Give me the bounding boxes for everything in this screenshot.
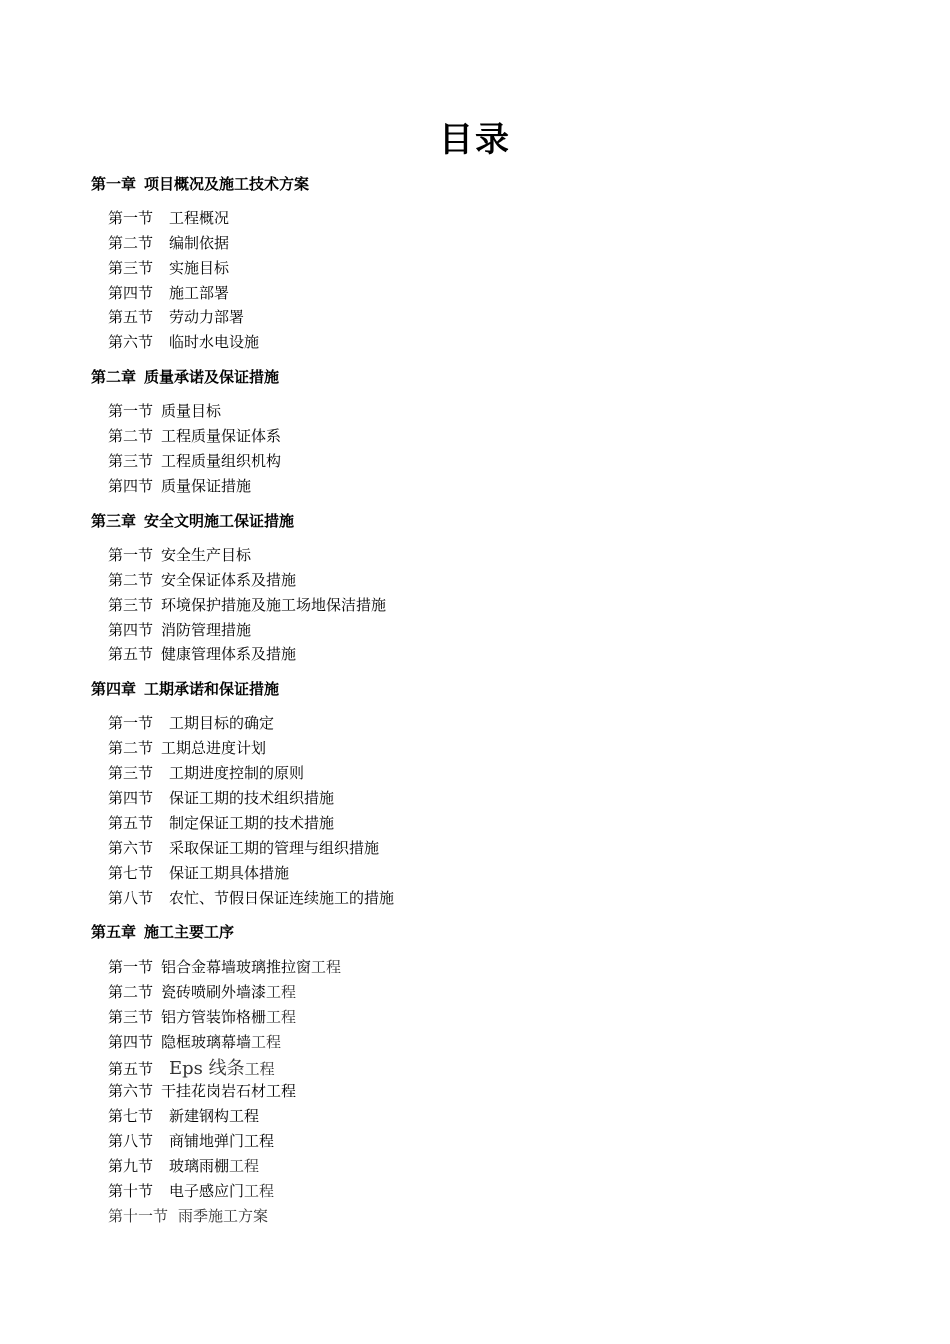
toc-entry[interactable]	[108, 1031, 281, 1052]
section-title: 劳动力部署	[169, 308, 245, 326]
chapter-title: 施工主要工序	[144, 923, 235, 941]
section-number: 第一节	[108, 402, 154, 420]
section-number: 第四节	[108, 1033, 154, 1051]
section-number: 第三节	[108, 1008, 154, 1026]
section-title: 健康管理体系及措施	[161, 645, 297, 663]
toc-entry[interactable]	[108, 712, 274, 733]
section-title: 瓷砖喷刷外墙漆	[161, 983, 267, 1001]
section-number: 第五节	[108, 1060, 154, 1078]
section-number: 第六节	[108, 1082, 154, 1100]
toc-entry[interactable]	[108, 762, 304, 783]
section-title: 安全保证体系及措施	[161, 571, 297, 589]
section-title-suffix: 工程	[229, 1157, 260, 1175]
chapter-title: 安全文明施工保证措施	[144, 512, 295, 530]
section-title-suffix: 工程	[244, 1060, 275, 1078]
chapter-title: 工期承诺和保证措施	[144, 680, 280, 698]
section-title: 工期进度控制的原则	[169, 764, 305, 782]
section-title: 编制依据	[169, 234, 230, 252]
section-number: 第七节	[108, 864, 154, 882]
section-title: 玻璃雨棚	[169, 1157, 230, 1175]
section-number: 第二节	[108, 234, 154, 252]
chapter-number: 第五章	[91, 923, 137, 941]
toc-entry[interactable]	[108, 257, 229, 278]
toc-entry[interactable]	[108, 569, 296, 590]
section-number: 第八节	[108, 889, 154, 907]
section-title: 新建钢构工程	[169, 1107, 260, 1125]
section-title: 保证工期的技术组织措施	[169, 789, 335, 807]
section-title: 实施目标	[169, 259, 230, 277]
section-title: Eps 线条	[169, 1058, 245, 1079]
chapter-2-heading[interactable]	[91, 366, 279, 387]
section-number: 第八节	[108, 1132, 154, 1150]
chapter-4-heading[interactable]	[91, 678, 279, 699]
section-number: 第四节	[108, 284, 154, 302]
toc-entry[interactable]	[108, 1054, 275, 1080]
section-title-suffix: 工程	[266, 983, 297, 1001]
section-title: 制定保证工期的技术措施	[169, 814, 335, 832]
toc-entry[interactable]	[108, 619, 251, 640]
section-title: 质量保证措施	[161, 477, 252, 495]
chapter-title: 质量承诺及保证措施	[144, 368, 280, 386]
chapter-number: 第四章	[91, 680, 137, 698]
section-number: 第五节	[108, 645, 154, 663]
toc-entry[interactable]	[108, 400, 221, 421]
section-title: 铝方管装饰格栅	[161, 1008, 267, 1026]
section-number: 第五节	[108, 308, 154, 326]
section-title: 施工部署	[169, 284, 230, 302]
toc-entry[interactable]	[108, 450, 281, 471]
toc-entry[interactable]	[108, 1205, 268, 1226]
section-title: 农忙、节假日保证连续施工的措施	[169, 889, 395, 907]
section-number: 第二节	[108, 739, 154, 757]
section-title: 铝合金幕墙玻璃推拉窗	[161, 958, 312, 976]
toc-entry[interactable]	[108, 306, 244, 327]
toc-entry[interactable]	[108, 787, 334, 808]
section-number: 第四节	[108, 621, 154, 639]
toc-entry[interactable]	[108, 1080, 296, 1101]
section-number: 第一节	[108, 958, 154, 976]
section-title: 环境保护措施及施工场地保洁措施	[161, 596, 387, 614]
toc-entry[interactable]	[108, 837, 379, 858]
toc-entry[interactable]	[108, 643, 296, 664]
toc-entry[interactable]	[108, 207, 229, 228]
toc-entry[interactable]	[108, 282, 229, 303]
toc-entry[interactable]	[108, 1180, 274, 1201]
section-title: 工期总进度计划	[161, 739, 267, 757]
section-title: 质量目标	[161, 402, 222, 420]
toc-entry[interactable]	[108, 862, 289, 883]
section-number: 第三节	[108, 764, 154, 782]
section-title: 采取保证工期的管理与组织措施	[169, 839, 380, 857]
section-title-suffix: 工程	[311, 958, 342, 976]
section-number: 第三节	[108, 452, 154, 470]
section-number: 第六节	[108, 333, 154, 351]
section-title: 工程质量保证体系	[161, 427, 282, 445]
section-number: 第四节	[108, 477, 154, 495]
section-number: 第三节	[108, 259, 154, 277]
section-number: 第二节	[108, 983, 154, 1001]
toc-entry[interactable]	[108, 232, 229, 253]
chapter-1-heading[interactable]	[91, 173, 309, 194]
section-number: 第三节	[108, 596, 154, 614]
section-title: 消防管理措施	[161, 621, 252, 639]
section-number: 第十节	[108, 1182, 154, 1200]
section-title: 工程质量组织机构	[161, 452, 282, 470]
toc-entry[interactable]	[108, 812, 334, 833]
chapter-title: 项目概况及施工技术方案	[144, 175, 310, 193]
section-number: 第一节	[108, 714, 154, 732]
toc-entry[interactable]	[108, 887, 394, 908]
toc-entry[interactable]	[108, 1105, 259, 1126]
section-title: 临时水电设施	[169, 333, 260, 351]
section-title: 工期目标的确定	[169, 714, 275, 732]
toc-entry[interactable]	[108, 1130, 274, 1151]
toc-entry[interactable]	[108, 475, 251, 496]
toc-entry[interactable]	[108, 1006, 296, 1027]
toc-entry[interactable]	[108, 956, 341, 977]
toc-entry[interactable]	[108, 425, 281, 446]
section-title: 干挂花岗岩石材工程	[161, 1082, 297, 1100]
chapter-number: 第二章	[91, 368, 137, 386]
section-title: 雨季施工方案	[178, 1207, 269, 1225]
section-title: 商铺地弹门工程	[169, 1132, 275, 1150]
section-number: 第一节	[108, 209, 154, 227]
section-title: 保证工期具体措施	[169, 864, 290, 882]
toc-entry[interactable]	[108, 331, 259, 352]
section-number: 第五节	[108, 814, 154, 832]
section-number: 第九节	[108, 1157, 154, 1175]
chapter-number: 第一章	[91, 175, 137, 193]
section-title-suffix: 工程	[251, 1033, 282, 1051]
section-title: 隐框玻璃幕墙	[161, 1033, 252, 1051]
section-title: 工程概况	[169, 209, 230, 227]
toc-entry[interactable]	[108, 981, 296, 1002]
chapter-5-heading[interactable]	[91, 921, 234, 942]
toc-entry[interactable]	[108, 737, 266, 758]
section-number: 第二节	[108, 571, 154, 589]
toc-entry[interactable]	[108, 1155, 259, 1176]
section-title: 电子感应门	[169, 1182, 245, 1200]
section-title-suffix: 工程	[244, 1182, 275, 1200]
chapter-number: 第三章	[91, 512, 137, 530]
section-number: 第十一节	[108, 1207, 169, 1225]
toc-entry[interactable]	[108, 544, 251, 565]
page-title: 目录	[439, 120, 511, 160]
section-title-suffix: 工程	[266, 1008, 297, 1026]
section-title: 安全生产目标	[161, 546, 252, 564]
section-number: 第四节	[108, 789, 154, 807]
chapter-3-heading[interactable]	[91, 510, 294, 531]
section-number: 第七节	[108, 1107, 154, 1125]
section-number: 第一节	[108, 546, 154, 564]
section-number: 第六节	[108, 839, 154, 857]
section-number: 第二节	[108, 427, 154, 445]
toc-entry[interactable]	[108, 594, 386, 615]
